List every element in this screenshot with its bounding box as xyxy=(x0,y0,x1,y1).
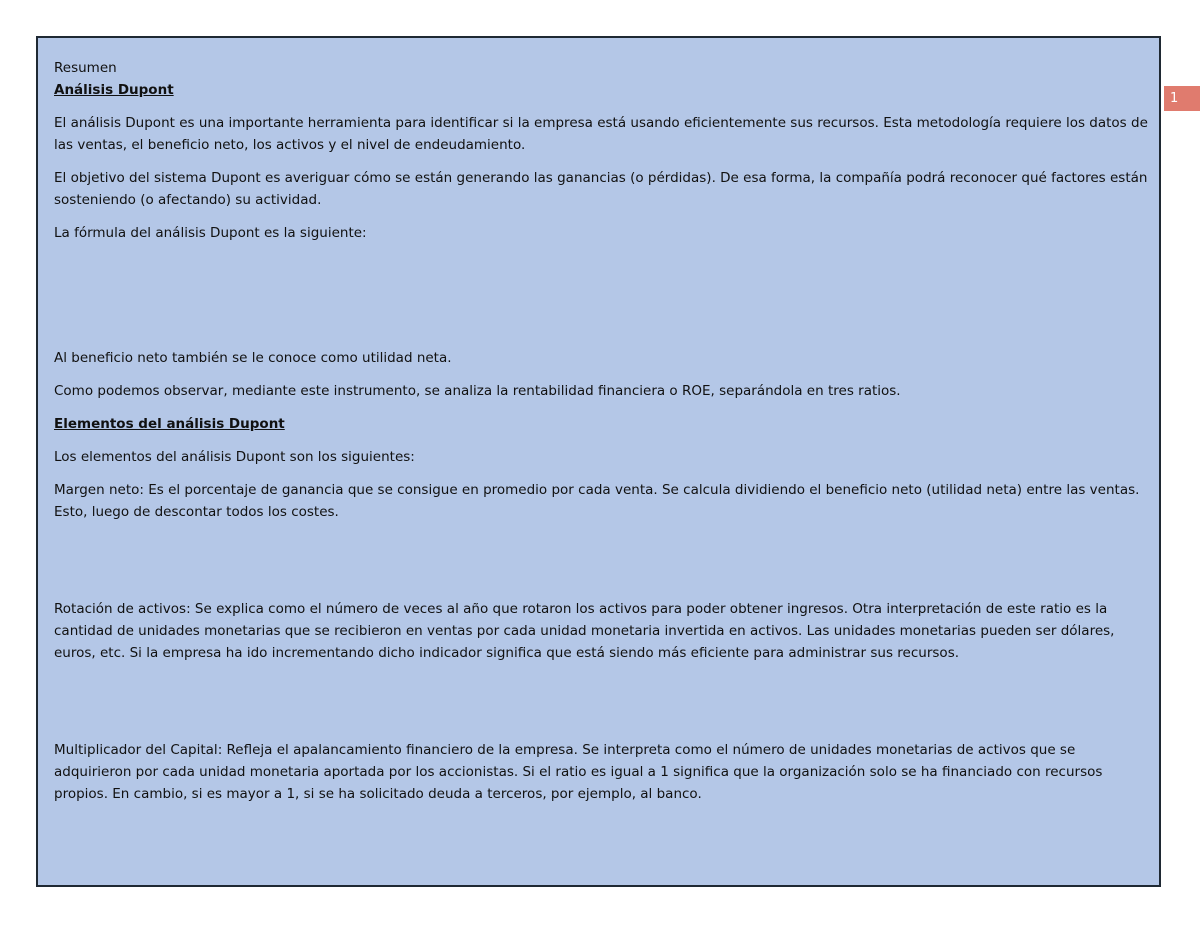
paragraph-equity-multiplier: Multiplicador del Capital: Refleja el apalancamiento financiero de la empresa. Se interpreta como el número de unidades monetarias de activos que se adquirieron por cada unidad monetaria aportada por los accionistas. Si el ratio es igual a 1 significa que la organización solo se ha financiado con recursos propios. En cambio, si es mayor a 1, si se ha solicitado deuda a terceros, por ejemplo, al banco. xyxy=(54,742,1103,802)
formula-blank-area xyxy=(54,255,1149,347)
paragraph-formula-intro: La fórmula del análisis Dupont es la siguiente: xyxy=(54,225,367,241)
document-page xyxy=(36,36,1161,887)
paragraph-elements-intro: Los elementos del análisis Dupont son los siguientes: xyxy=(54,449,415,465)
page-number-badge: 1 xyxy=(1164,86,1200,111)
blank-area-net-margin xyxy=(54,534,1149,598)
blank-area-asset-turnover xyxy=(54,675,1149,739)
heading-dupont-analysis: Análisis Dupont xyxy=(54,82,174,98)
paragraph-roe: Como podemos observar, mediante este instrumento, se analiza la rentabilidad financiera o ROE, separándola en tres ratios. xyxy=(54,383,901,399)
paragraph-net-profit: Al beneficio neto también se le conoce como utilidad neta. xyxy=(54,350,452,366)
paragraph-intro: El análisis Dupont es una importante herramienta para identificar si la empresa está usando eficientemente sus recursos. Esta metodología requiere los datos de las ventas, el beneficio neto, los activos y el nivel de endeudamiento. xyxy=(54,115,1148,153)
paragraph-net-margin: Margen neto: Es el porcentaje de ganancia que se consigue en promedio por cada venta. Se calcula dividiendo el beneficio neto (utilidad neta) entre las ventas. Esto, luego de descontar todos los costes. xyxy=(54,482,1140,520)
summary-label: Resumen xyxy=(54,60,117,76)
paragraph-objective: El objetivo del sistema Dupont es averiguar cómo se están generando las ganancias (o pérdidas). De esa forma, la compañía podrá reconocer qué factores están sosteniendo (o afectando) su actividad. xyxy=(54,170,1148,208)
document-body xyxy=(54,57,1149,816)
paragraph-asset-turnover: Rotación de activos: Se explica como el número de veces al año que rotaron los activos para poder obtener ingresos. Otra interpretación de este ratio es la cantidad de unidades monetarias que se recibieron en ventas por cada unidad monetaria invertida en activos. Las unidades monetarias pueden ser dólares, euros, etc. Si la empresa ha ido incrementando dicho indicador significa que está siendo más eficiente para administrar sus recursos. xyxy=(54,601,1115,661)
heading-dupont-elements: Elementos del análisis Dupont xyxy=(54,416,285,432)
